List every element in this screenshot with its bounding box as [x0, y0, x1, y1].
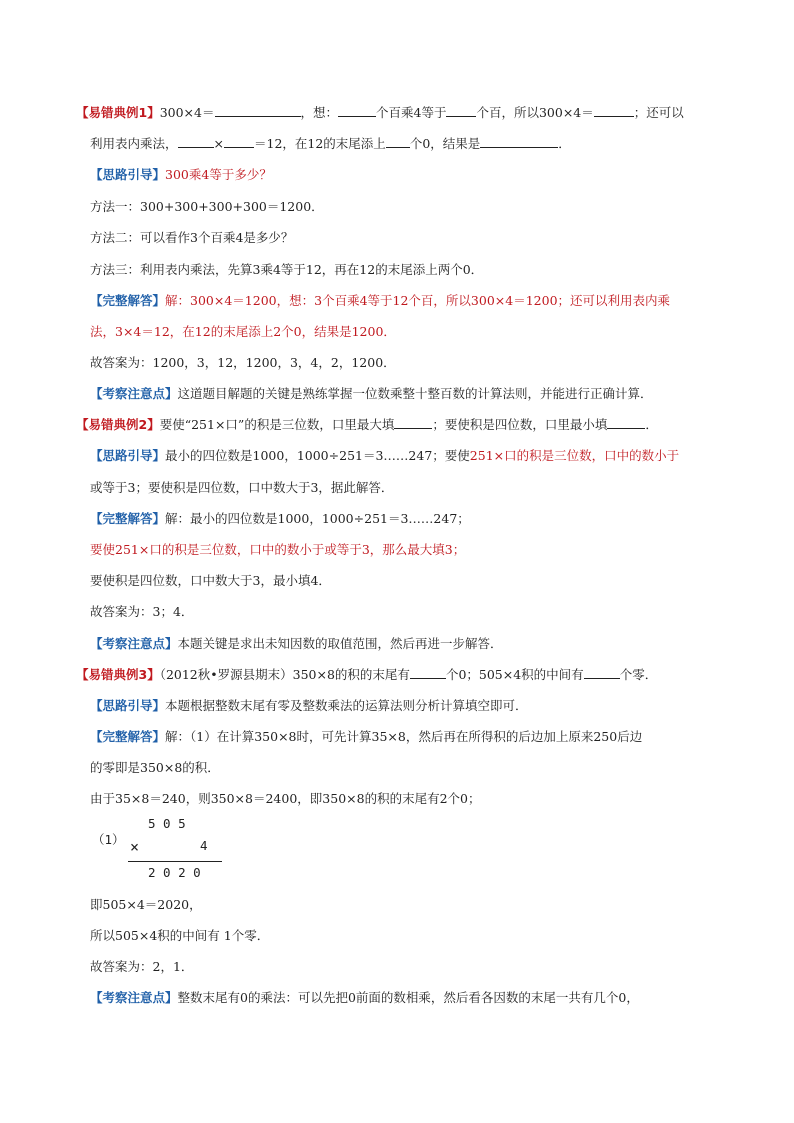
ex1-method-2: 方法二：可以看作3个百乘4是多少？ — [90, 230, 294, 245]
ex2-blank-2[interactable] — [607, 415, 645, 429]
ex1-blank-7[interactable] — [386, 134, 410, 148]
ex2-answer-line2: 要使251×口的积是三位数，口中的数小于或等于3，那么最大填3； — [90, 542, 466, 557]
ex1-answer-line1: 【完整解答】解：300×4＝1200，想：3个百乘4等于12个百，所以300×4＝1200；还可以利用表内乘 — [90, 293, 671, 308]
ex2-note-tag: 【考察注意点】 — [90, 636, 178, 651]
ex1-final-answer: 故答案为：1200，3，12，1200，3，4，2，1200． — [90, 355, 396, 370]
ex1-guide — [90, 166, 272, 184]
ex3-blank-2[interactable] — [584, 665, 620, 679]
vertical-times-sign: × — [130, 838, 140, 856]
ex1-method-3: 方法三：利用表内乘法，先算3乘4等于12，再在12的末尾添上两个0． — [90, 262, 484, 277]
ex1-question-line2: 利用表内乘法， × ＝12，在12的末尾添上 个0，结果是 ． — [90, 136, 571, 151]
ex1-method-1: 方法一：300+300+300+300＝1200． — [90, 199, 324, 214]
ex1-tag: 【易错典例1】 — [76, 105, 160, 120]
ex2-guide-line2: 或等于3；要使积是四位数，口中数大于3，据此解答． — [90, 480, 394, 495]
ex2-answer-tag: 【完整解答】 — [90, 511, 166, 526]
ex1-blank-4[interactable] — [594, 103, 634, 117]
ex2-tag: 【易错典例2】 — [76, 417, 160, 432]
ex3-tag: 【易错典例3】 — [76, 667, 160, 682]
ex1-blank-3[interactable] — [446, 103, 476, 117]
ex3-guide-tag: 【思路引导】 — [90, 698, 166, 713]
ex2-blank-1[interactable] — [394, 415, 432, 429]
ex2-answer-line1: 【完整解答】解：最小的四位数是1000，1000÷251＝3……247； — [90, 511, 470, 526]
ex1-blank-1[interactable] — [215, 103, 301, 117]
ex2-note: 【考察注意点】本题关键是求出未知因数的取值范围，然后再进一步解答． — [90, 636, 503, 651]
ex3-final-answer: 故答案为：2，1． — [90, 959, 194, 974]
ex3-answer-line4: 即505×4＝2020， — [90, 897, 202, 912]
ex3-answer-line2: 的零即是350×8的积． — [90, 760, 220, 775]
ex3-note-tag: 【考察注意点】 — [90, 990, 178, 1005]
ex1-note-tag: 【考察注意点】 — [90, 386, 178, 401]
vertical-rule — [128, 861, 222, 862]
ex3-answer-line3: 由于35×8＝240，则350×8＝2400，即350×8的积的末尾有2个0； — [90, 791, 481, 806]
vertical-label: （1） — [92, 832, 125, 847]
ex3-answer-tag: 【完整解答】 — [90, 729, 166, 744]
ex1-answer-line2: 法，3×4＝12，在12的末尾添上2个0，结果是1200． — [90, 324, 396, 339]
ex1-blank-5[interactable] — [178, 134, 214, 148]
ex1-blank-2[interactable] — [338, 103, 376, 117]
vertical-multiplier: 4 — [200, 838, 208, 853]
ex3-answer-line5: 所以505×4积的中间有 1个零． — [90, 928, 270, 943]
ex1-note: 【考察注意点】这道题目解题的关键是熟练掌握一位数乘整十整百数的计算法则，并能进行正确计算． — [90, 386, 653, 401]
vertical-multiplicand: 5 0 5 — [148, 816, 186, 831]
ex1-answer-tag: 【完整解答】 — [90, 293, 166, 308]
ex1-guide-text: 300乘4等于多少？ — [165, 167, 272, 182]
ex1-guide-tag: 【思路引导】 — [90, 167, 166, 182]
ex2-final-answer: 故答案为：3；4． — [90, 604, 194, 619]
ex2-answer-line3: 要使积是四位数，口中数大于3，最小填4． — [90, 573, 331, 588]
ex3-answer-line1: 【完整解答】解：（1）在计算350×8时，可先计算35×8，然后再在所得积的后边加上原来250后边 — [90, 729, 643, 744]
ex2-question: 【易错典例2】要使“251×口”的积是三位数，口里最大填 ；要使积是四位数，口里最小填 ． — [76, 417, 658, 432]
ex2-guide-tag: 【思路引导】 — [90, 448, 166, 463]
ex3-blank-1[interactable] — [410, 665, 446, 679]
ex3-note: 【考察注意点】整数末尾有0的乘法：可以先把0前面的数相乘，然后看各因数的末尾一共有几个0， — [90, 990, 639, 1005]
ex3-guide: 【思路引导】本题根据整数末尾有零及整数乘法的运算法则分析计算填空即可． — [90, 698, 528, 713]
ex1-question-line1: 【易错典例1】300×4＝ ，想： 个百乘4等于 个百，所以300×4＝ ；还可以 — [76, 105, 684, 120]
ex3-question: 【易错典例3】（2012秋•罗源县期末）350×8的积的末尾有 个0；505×4积的中间有 个零． — [76, 667, 658, 682]
ex1-blank-8[interactable] — [480, 134, 558, 148]
ex1-blank-6[interactable] — [224, 134, 254, 148]
vertical-result: 2 0 2 0 — [148, 865, 201, 880]
ex2-guide-line1: 【思路引导】最小的四位数是1000，1000÷251＝3……247；要使251×口的积是三位数，口中的数小于 — [90, 448, 680, 463]
